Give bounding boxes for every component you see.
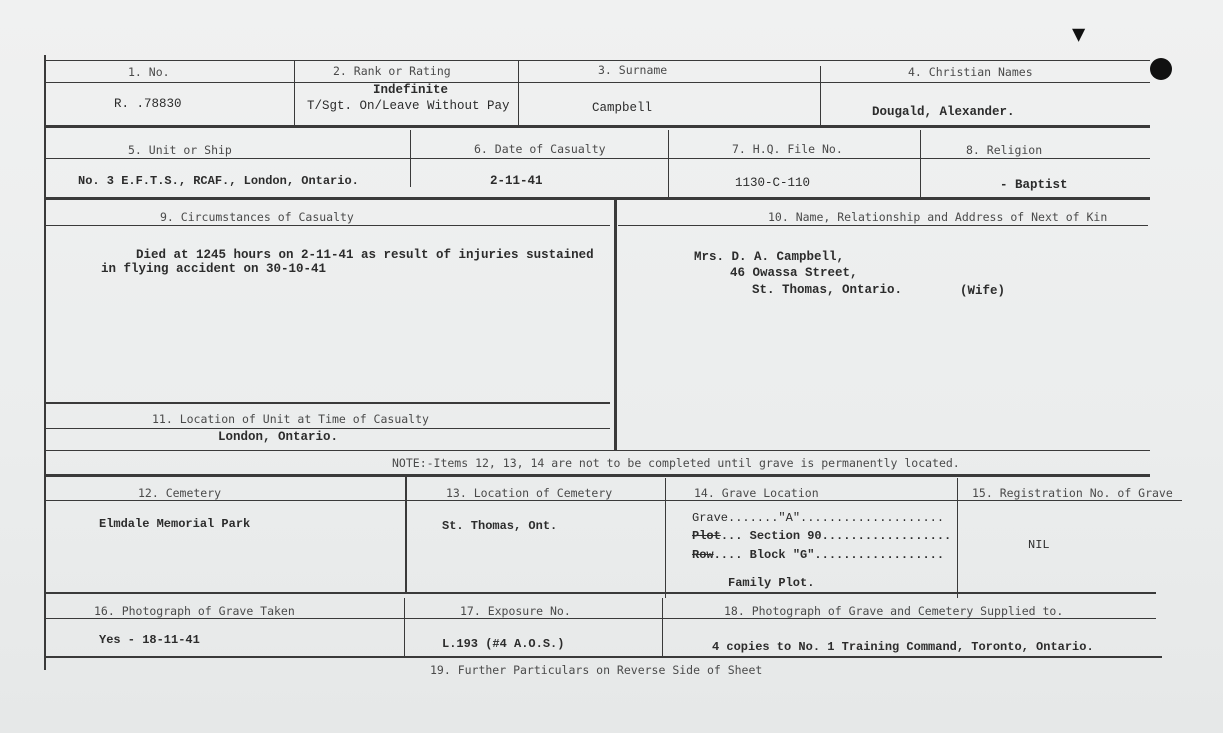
field-3-label: 3. Surname	[598, 63, 668, 77]
field-9-label: 9. Circumstances of Casualty	[160, 210, 354, 224]
service-number: R. .78830	[114, 97, 182, 111]
next-of-kin-city: St. Thomas, Ontario.	[752, 283, 903, 297]
field-19-label: 19. Further Particulars on Reverse Side of Sheet	[430, 663, 763, 677]
row-struck-text: Row	[692, 548, 714, 562]
rank-line-2: T/Sgt. On/Leave Without Pay	[307, 99, 510, 113]
field-4-label: 4. Christian Names	[908, 65, 1033, 79]
field-8-label: 8. Religion	[966, 143, 1043, 157]
field-2-label: 2. Rank or Rating	[333, 64, 451, 78]
field-17-label: 17. Exposure No.	[460, 604, 571, 618]
punch-hole	[1150, 58, 1172, 80]
unit-or-ship: No. 3 E.F.T.S., RCAF., London, Ontario.	[78, 174, 359, 188]
date-of-casualty: 2-11-41	[490, 174, 543, 188]
field-15-label: 15. Registration No. of Grave	[972, 486, 1173, 500]
religion: - Baptist	[1000, 178, 1068, 192]
field-18-label: 18. Photograph of Grave and Cemetery Supplied to.	[724, 604, 1064, 618]
field-10-label: 10. Name, Relationship and Address of Next of Kin	[768, 210, 1108, 224]
field-16-label: 16. Photograph of Grave Taken	[94, 604, 295, 618]
plot-struck-text: Plot	[692, 529, 721, 543]
christian-names: Dougald, Alexander.	[872, 105, 1015, 119]
next-of-kin-relationship: (Wife)	[960, 284, 1006, 298]
grave-line: Grave......."A"....................	[692, 511, 945, 525]
section-text: ... Section 90..................	[720, 529, 952, 543]
circumstances-line-2: in flying accident on 30-10-41	[101, 262, 327, 276]
photograph-taken: Yes - 18-11-41	[99, 633, 200, 647]
section-line	[692, 528, 951, 545]
rank-line-1: Indefinite	[373, 83, 449, 97]
circumstances-line-1: Died at 1245 hours on 2-11-41 as result of injuries sustained	[136, 248, 594, 262]
surname: Campbell	[592, 101, 653, 115]
hq-file-number: 1130-C-110	[735, 176, 811, 190]
cemetery-name: Elmdale Memorial Park	[99, 517, 251, 531]
field-5-label: 5. Unit or Ship	[128, 143, 232, 157]
field-11-label: 11. Location of Unit at Time of Casualty	[152, 412, 429, 426]
registration-number: NIL	[1028, 538, 1050, 552]
next-of-kin-name: Mrs. D. A. Campbell,	[694, 250, 845, 264]
family-plot: Family Plot.	[728, 576, 815, 590]
photographs-supplied-to: 4 copies to No. 1 Training Command, Toronto, Ontario.	[712, 640, 1094, 654]
location-of-unit: London, Ontario.	[218, 430, 339, 444]
cemetery-location: St. Thomas, Ont.	[442, 519, 558, 533]
field-14-label: 14. Grave Location	[694, 486, 819, 500]
exposure-number: L.193 (#4 A.O.S.)	[442, 637, 565, 651]
ink-mark: ▼	[1072, 22, 1086, 47]
field-13-label: 13. Location of Cemetery	[446, 486, 613, 500]
next-of-kin-street: 46 Owassa Street,	[730, 266, 858, 280]
field-7-label: 7. H.Q. File No.	[732, 142, 843, 156]
note-text: NOTE:-Items 12, 13, 14 are not to be completed until grave is permanently located.	[392, 456, 960, 470]
block-line	[692, 547, 944, 564]
block-text: .... Block "G"..................	[713, 548, 945, 562]
field-12-label: 12. Cemetery	[138, 486, 222, 500]
field-1-label: 1. No.	[128, 65, 170, 79]
field-6-label: 6. Date of Casualty	[474, 142, 606, 156]
